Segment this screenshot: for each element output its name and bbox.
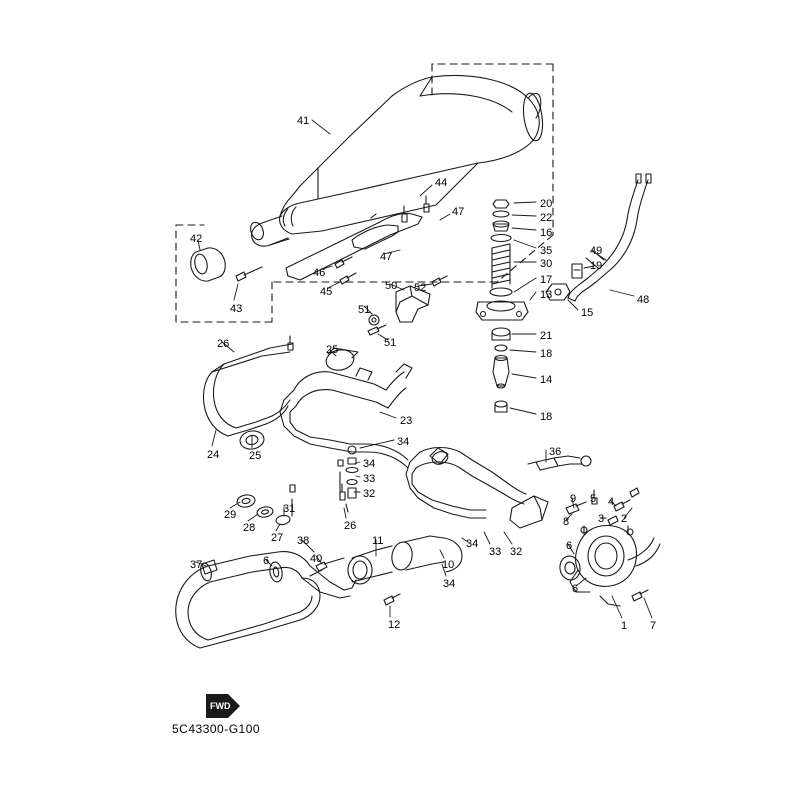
callout-31: 31 [283, 503, 296, 515]
center-pipe-23 [280, 364, 412, 468]
callout-12: 12 [388, 619, 401, 631]
callout-5: 5 [590, 493, 597, 505]
callout-20: 20 [540, 198, 553, 210]
leader-lines [196, 120, 652, 618]
collars-25 [239, 344, 358, 451]
callout-4: 4 [608, 496, 615, 508]
callout-47-upper: 47 [452, 206, 465, 218]
callout-41: 41 [297, 115, 310, 127]
callout-10: 10 [442, 559, 455, 571]
cable-assembly-48-49 [546, 174, 651, 301]
spring-stack-assembly [476, 200, 528, 412]
callout-30: 30 [540, 258, 553, 270]
callout-17: 17 [540, 274, 553, 286]
callout-45: 45 [320, 286, 333, 298]
callout-6-b: 6 [572, 583, 579, 595]
callout-34-d: 34 [443, 578, 456, 590]
callout-51-a: 51 [358, 304, 371, 316]
callout-6-a: 6 [566, 540, 573, 552]
callout-9: 9 [570, 493, 577, 505]
callout-32-a: 32 [363, 488, 376, 500]
callout-32-b: 32 [510, 546, 523, 558]
callout-24: 24 [207, 449, 220, 461]
callout-3: 3 [598, 513, 605, 525]
right-pipe-assembly [406, 448, 591, 519]
callout-34-b: 34 [363, 458, 376, 470]
muffler-clamp-band [248, 207, 296, 246]
callout-50: 50 [385, 280, 398, 292]
callout-28: 28 [243, 522, 256, 534]
callout-15: 15 [581, 307, 594, 319]
callout-26-a: 26 [217, 338, 230, 350]
callout-34-a: 34 [397, 436, 410, 448]
callout-33-b: 33 [489, 546, 502, 558]
expansion-chamber-24 [203, 344, 292, 436]
callout-25-b: 25 [249, 450, 262, 462]
callout-38: 38 [297, 535, 310, 547]
callout-6-c: 6 [263, 555, 270, 567]
bolts-26 [288, 336, 348, 512]
pipe-joint-38-40 [310, 536, 462, 605]
callout-2: 2 [621, 513, 628, 525]
callout-49: 49 [590, 245, 603, 257]
callout-14: 14 [540, 374, 553, 386]
callout-23: 23 [400, 415, 413, 427]
callout-7: 7 [650, 620, 657, 632]
callout-21: 21 [540, 330, 553, 342]
shield-bolts [335, 196, 429, 284]
callout-19: 19 [590, 260, 603, 272]
callout-8: 8 [563, 516, 570, 528]
bracket-50-51-52 [368, 276, 447, 335]
callout-22: 22 [540, 212, 553, 224]
fwd-arrow-label: FWD [210, 701, 231, 711]
callout-29: 29 [224, 509, 237, 521]
bolt-43 [236, 267, 262, 281]
callout-13: 13 [540, 289, 553, 301]
callout-18-upper: 18 [540, 348, 553, 360]
part-code-label: 5C43300-G100 [172, 722, 261, 736]
callout-11: 11 [372, 535, 384, 547]
callout-37: 37 [190, 559, 203, 571]
callout-42: 42 [190, 233, 203, 245]
callout-48: 48 [637, 294, 650, 306]
callout-43: 43 [230, 303, 243, 315]
callout-44: 44 [435, 177, 448, 189]
muffler-body-41 [280, 76, 546, 234]
callout-36: 36 [549, 446, 562, 458]
callout-27: 27 [271, 532, 284, 544]
callout-1: 1 [621, 620, 628, 632]
end-cap-42 [191, 248, 226, 281]
callout-51-b: 51 [384, 337, 397, 349]
callout-35: 35 [540, 245, 553, 257]
callout-47-lower: 47 [380, 251, 393, 263]
callout-52: 52 [414, 282, 427, 294]
callout-40: 40 [310, 553, 323, 565]
callout-26-b: 26 [344, 520, 357, 532]
callout-34-c: 34 [466, 538, 479, 550]
callout-33-a: 33 [363, 473, 376, 485]
callout-25-a: 25 [326, 344, 339, 356]
callout-46: 46 [313, 267, 326, 279]
callout-18-lower: 18 [540, 411, 553, 423]
callout-16: 16 [540, 227, 553, 239]
